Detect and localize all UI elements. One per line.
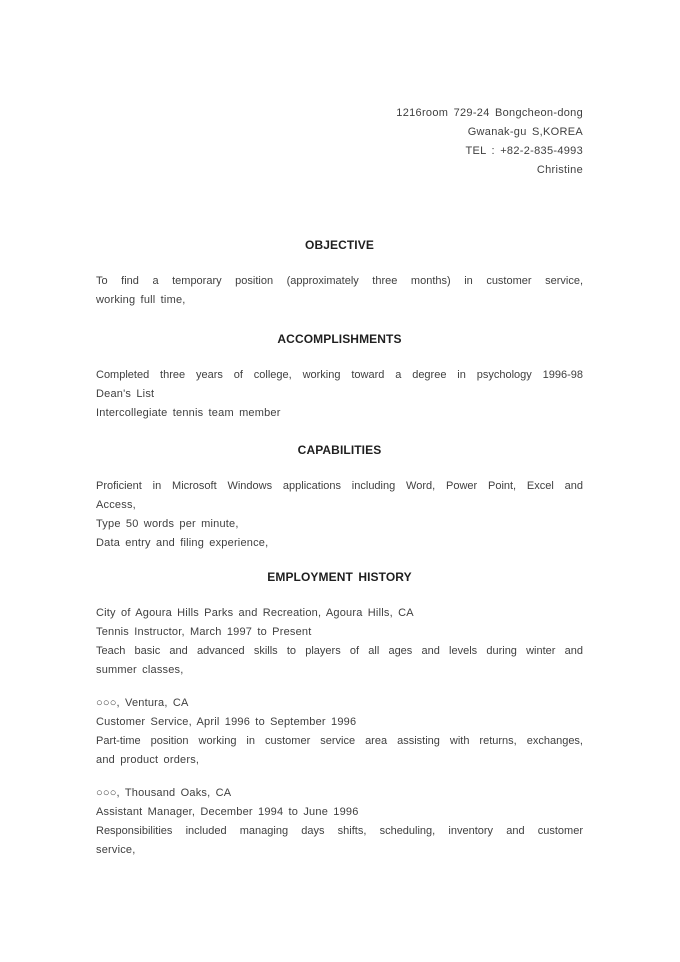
section-heading-objective: OBJECTIVE [305, 238, 374, 252]
text-line: Completed three years of college, working toward a degree in psychology 1996-98 [96, 369, 583, 381]
section-heading-accomplishments: ACCOMPLISHMENTS [277, 332, 402, 346]
employer-line: City of Agoura Hills Parks and Recreation, Agoura Hills, CA [96, 607, 414, 619]
employment-entry-3 [96, 784, 583, 860]
text-line: and product orders, [96, 754, 200, 766]
text-line: Proficient in Microsoft Windows applications including Word, Power Point, Excel and [96, 480, 583, 492]
text-line: summer classes, [96, 664, 184, 676]
accomplishments-paragraph [96, 366, 583, 423]
section-employment-history [96, 568, 583, 860]
job-title-line: Tennis Instructor, March 1997 to Present [96, 626, 312, 638]
text-line: Responsibilities included managing days shifts, scheduling, inventory and customer [96, 825, 583, 837]
job-title-line: Customer Service, April 1996 to September 1996 [96, 716, 357, 728]
employer-line: ○○○, Ventura, CA [96, 697, 189, 709]
section-accomplishments [96, 330, 583, 423]
section-capabilities [96, 441, 583, 553]
text-line: Dean's List [96, 388, 155, 400]
section-heading-employment-history: EMPLOYMENT HISTORY [267, 570, 412, 584]
text-line: working full time, [96, 294, 186, 306]
contact-city-line: Gwanak-gu S,KOREA [467, 126, 583, 138]
capabilities-paragraph [96, 477, 583, 553]
text-line: Teach basic and advanced skills to players of all ages and levels during winter and [96, 645, 583, 657]
contact-address-line: 1216room 729-24 Bongcheon-dong [396, 107, 583, 119]
text-line: Access, [96, 499, 136, 511]
contact-block [96, 104, 583, 180]
text-line: To find a temporary position (approximately three months) in customer service, [96, 275, 583, 287]
text-line: Part-time position working in customer service area assisting with returns, exchanges, [96, 735, 583, 747]
employment-entry-1 [96, 604, 583, 680]
objective-paragraph [96, 272, 583, 310]
contact-name-line: Christine [536, 164, 583, 176]
text-line: Intercollegiate tennis team member [96, 407, 281, 419]
section-objective [96, 236, 583, 310]
employer-line: ○○○, Thousand Oaks, CA [96, 787, 232, 799]
contact-phone-line: TEL : +82-2-835-4993 [465, 145, 583, 157]
section-heading-capabilities: CAPABILITIES [297, 443, 382, 457]
text-line: service, [96, 844, 136, 856]
employment-entry-2 [96, 694, 583, 770]
text-line: Data entry and filing experience, [96, 537, 269, 549]
job-title-line: Assistant Manager, December 1994 to June 1996 [96, 806, 359, 818]
text-line: Type 50 words per minute, [96, 518, 239, 530]
